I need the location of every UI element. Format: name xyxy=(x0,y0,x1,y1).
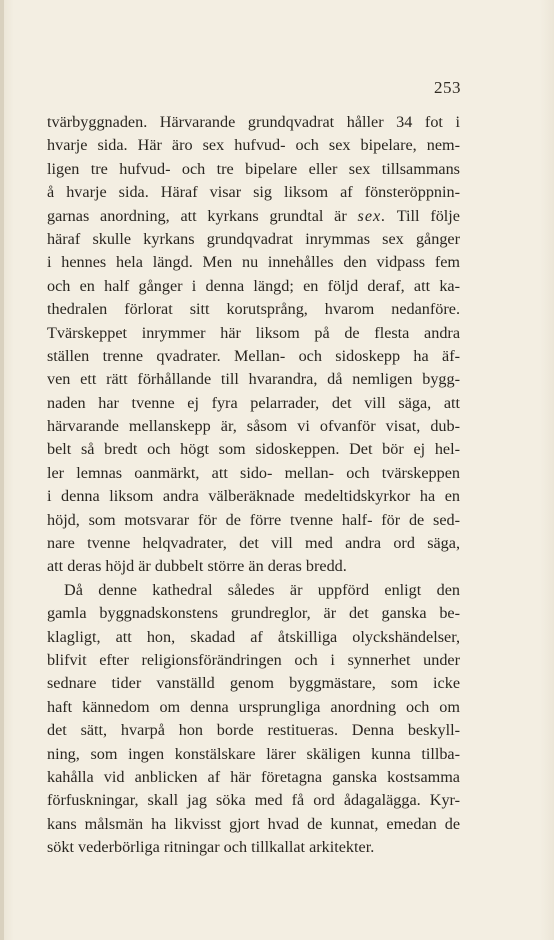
text-line: ven ett rätt förhållande till hvarandra, då nemligen bygg- xyxy=(47,370,460,389)
text-line: höjd, som motsvarar för de förre tvenne half- för de sed- xyxy=(47,510,460,529)
text-line xyxy=(47,205,460,228)
text-line: klagligt, att hon, skadad af åtskilliga olyckshändelser, xyxy=(47,627,460,646)
text-segment: Till följe xyxy=(396,206,460,225)
text-line: häraf skulle kyrkans grundqvadrat inrymmas sex gånger xyxy=(47,229,460,248)
text-line: belt så bredt och högt som sidoskeppen. Det bör ej hel- xyxy=(47,440,460,459)
text-line: i hennes hela längd. Men nu innehålles den vidpass fem xyxy=(47,253,460,272)
text-line: ställen trenne qvadrater. Mellan- och sidoskepp ha äf- xyxy=(47,346,460,365)
text-line: thedralen förlorat sitt korutsprång, hvarom nedanföre. xyxy=(47,300,460,319)
text-line: att deras höjd är dubbelt större än deras bredd. xyxy=(47,557,347,576)
italic-word: sex. xyxy=(357,206,387,225)
text-line: nare tvenne helqvadrater, det vill med andra ord säga, xyxy=(47,534,460,553)
text-line: blifvit efter religionsförändringen och i synnerhet under xyxy=(47,650,460,669)
text-line: ning, som ingen konstälskare lärer skäligen kunna tillba- xyxy=(47,744,460,763)
text-line: haft kännedom om denna ursprungliga anordning och om xyxy=(47,697,460,716)
text-line: och en half gånger i denna längd; en följd deraf, att ka- xyxy=(47,276,460,295)
text-line: kans målsmän ha likvisst gjort hvad de kunnat, emedan de xyxy=(47,814,460,833)
text-line: gamla byggnadskonstens grundreglor, är det ganska be- xyxy=(47,604,460,623)
text-line: Då denne kathedral således är uppförd enligt den xyxy=(64,580,460,599)
text-line: ligen tre hufvud- och tre bipelare eller sex tillsammans xyxy=(47,159,460,178)
text-segment: garnas anordning, att kyrkans grundtal är xyxy=(47,206,347,225)
binding-edge xyxy=(0,0,4,940)
text-line: förfuskningar, skall jag söka med få ord ådagalägga. Kyr- xyxy=(47,791,460,810)
body-text xyxy=(47,111,460,860)
text-line: hvarje sida. Här äro sex hufvud- och sex bipelare, nem- xyxy=(47,136,460,155)
text-line: å hvarje sida. Häraf visar sig liksom af fönsteröppnin- xyxy=(47,183,460,202)
text-line: i denna liksom andra välberäknade medeltidskyrkor ha en xyxy=(47,487,460,506)
text-line: sednare tider vanställd genom byggmästare, som icke xyxy=(47,674,460,693)
text-line: sökt vederbörliga ritningar och tillkallat arkitekter. xyxy=(47,838,375,857)
text-line: härvarande mellanskepp är, såsom vi ofvanför visat, dub- xyxy=(47,417,460,436)
text-line: ler lemnas oanmärkt, att sido- mellan- och tvärskeppen xyxy=(47,463,460,482)
page-number: 253 xyxy=(434,78,461,97)
text-line: naden har tvenne ej fyra pelarrader, det vill säga, att xyxy=(47,393,460,412)
text-line: Tvärskeppet inrymmer här liksom på de flesta andra xyxy=(47,323,460,342)
text-line: kahålla vid anblicken af här företagna ganska kostsamma xyxy=(47,767,460,786)
text-line: tvärbyggnaden. Härvarande grundqvadrat håller 34 fot i xyxy=(47,113,460,131)
text-line: det sätt, hvarpå hon borde restitueras. Denna beskyll- xyxy=(47,721,460,740)
